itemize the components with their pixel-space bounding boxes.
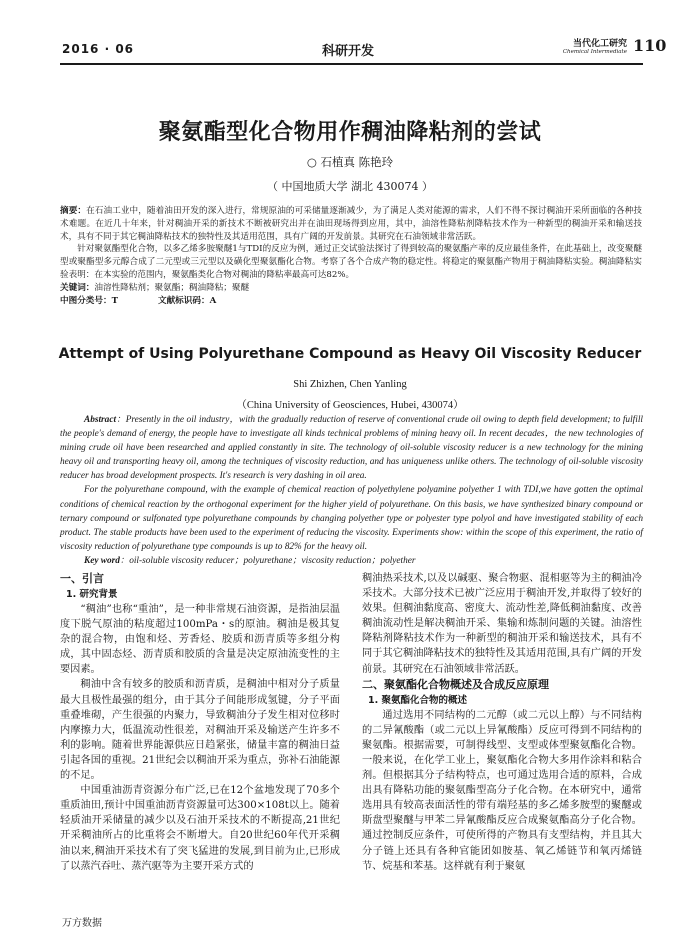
- article-title-en: Attempt of Using Polyurethane Compound as Heavy Oil Viscosity Reducer: [58, 346, 642, 362]
- doc-code-value: A: [209, 295, 217, 306]
- abstract-cn: [60, 205, 642, 307]
- abstract-cn-para-1: 在石油工业中，随着油田开发的深入进行，常规原油的可采储量逐渐减少，为了满足人类对能源的需求，人们不得不探讨稠油开采所面临的各种技术难题。在近几十年来，针对稠油开采的新技术不断被研究出并在油田现场得到应用，其中，油溶性降粘剂降粘技术作为一种新型的稠油开采和输送技术，具有不同于其它稠油降粘技术的独特性及其适用范围，具有广阔的开发前景。其研究在石油领域非常活跃。: [60, 206, 642, 242]
- header-divider: [60, 63, 643, 65]
- journal-name: [549, 39, 627, 56]
- keywords-cn-label: 关键词：: [60, 282, 95, 293]
- section-title: 科研开发: [322, 44, 375, 59]
- section-1-paragraph-3: 中国重油沥青资源分布广泛,已在12个盆地发现了70多个重质油田,预计中国重油沥青资源量可达300×108t以上。随着轻质油开采储量的减少以及石油开采技术的不断提高,21世纪开采稠油所占的比重将会不断增大。自20世纪60年代开采稠油以来,稠油开采技术有了突飞猛进的发展,到目前为止,已形成了以蒸汽吞吐、蒸汽驱等为主要开采方式的: [60, 785, 340, 872]
- article-title-cn: 聚氨酯型化合物用作稠油降粘剂的尝试: [158, 120, 542, 145]
- body-column-right: [362, 571, 642, 874]
- authors-en: Shi Zhizhen, Chen Yanling: [293, 379, 407, 390]
- authors-cn: ○ 石植真 陈艳玲: [306, 155, 394, 169]
- section-1-paragraph-1: “稠油”也称“重油”，是一种非常规石油资源，是指油层温度下脱气原油的粘度超过100mPa・s的原油。稠油是极其复杂的混合物，由饱和烃、芳香烃、胶质和沥青质等多组分构成，其中固态烃、沥青质和胶质的含量是决定原油流变性的主要因素。: [60, 604, 340, 676]
- abstract-en-para-1: ：Presently in the oil industry，with the gradually reduction of reserve of conventional crude oil owing to depth field development; to fulfill the people's demand of energy, the people have to investigate all kinds technical problems of mining heavy oil. In recent decades，the new technologies of mining crude oil have been researched and applied constantly in site. The technology of oil-soluble viscosity reducer is a new technology for the mining heavy oil and transporting heavy oil, among the techniques of viscosity reduction, and has uniqueness unlike others. The technology of oil-soluble viscosity reducer has broad development prospects. It's research is very dashing in oil area.: [60, 415, 643, 482]
- page-number: 110: [633, 36, 667, 55]
- clc-value: T: [111, 295, 118, 306]
- abstract-cn-label: 摘要：: [60, 206, 87, 216]
- keywords-en: ：oil-soluble viscosity reducer；polyurethane；viscosity reduction；polyether: [119, 555, 416, 566]
- keywords-en-label: Key word: [84, 555, 120, 566]
- doc-code-label: 文献标识码：: [157, 295, 210, 306]
- abstract-en-para-2: For the polyurethane compound, with the example of chemical reaction of polyethylene polyamine polyether 1 with TDI,we have gotten the optimal conditions of chemical reaction by the orthogonal experiment for the higher yield of polyurethane. On this basis, we have synthesized binary compound or ternary compound or sulfonated type polyurethane compounds by changing polyether type or polyester type polyol and have investigated stability of each product. The stable products have been used to the experiment of reducing the viscosity. Experiments show: within the scope of this experiment, the ratio of viscosity reduction of polyurethane type compounds is up to 82% for the heavy oil.: [60, 485, 643, 552]
- issue-number: 2016 · 06: [62, 42, 135, 56]
- section-2-1-heading: 1. 聚氨酯化合物的概述: [368, 694, 468, 706]
- section-1-heading: 一、引言: [60, 572, 104, 585]
- body-column-left: [60, 571, 340, 874]
- section-2-paragraph-1: 通过选用不同结构的二元醇（或二元以上醇）与不同结构的二异氰酸酯（或二元以上异氰酸酯）反应可得到不同结构的聚氨酯。根据需要，可制得线型、支型或体型聚氨酯化合物。一般来说，在化学工业上，聚氨酯化合物大多用作涂料和粘合剂。但根据其分子结构特点，也可通过选用合适的原料，合成出具有降粘功能的聚氨酯型高分子化合物。在本研究中，通常选用具有较高表面活性的带有端羟基的多乙烯多胺型的聚醚或斯盘型聚醚与甲苯二异氰酸酯反应合成聚氨酯高分子化合物。通过控制反应条件，可使所得的产物具有支型结构，并且其大分子链上还具有各种官能团如胺基、氧乙烯链节和氧丙烯链节、烷基和苯基。这样就有利于聚氨: [362, 709, 642, 872]
- journal-name-cn: 当代化工研究: [572, 39, 627, 49]
- abstract-cn-para-2: 针对聚氨酯型化合物，以多乙烯多胺聚醚1与TDI的反应为例，通过正交试验法探讨了得到较高的聚氨酯产率的反应最佳条件，在此基础上，改变聚醚型或聚酯型多元醇合成了二元型或三元型以及磺化型聚氨酯化合物。考察了各个合成产物的稳定性。将稳定的聚氨酯产物用于稠油降粘实验。稠油降粘实验表明：在本实验的范围内，聚氨酯类化合物对稠油的降粘率最高可达82%。: [60, 244, 642, 280]
- section-2-heading: 二、聚氨酯化合物概述及合成反应原理: [362, 677, 549, 691]
- journal-name-en: Chemical Intermediate: [562, 49, 627, 55]
- abstract-en-label: Abstract: [84, 415, 117, 425]
- affiliation-cn: （ 中国地质大学 湖北 430074 ）: [267, 180, 433, 193]
- keywords-cn: 油溶性降粘剂；聚氨酯；稠油降粘；聚醚: [94, 282, 250, 293]
- affiliation-en: （China University of Geosciences, Hubei, 430074）: [236, 400, 464, 411]
- section-1-1-heading: 1. 研究背景: [66, 589, 118, 600]
- section-1-paragraph-3-continued: 稠油热采技术,以及以碱驱、聚合物驱、混相驱等为主的稠油冷采技术。大部分技术已被广泛应用于稠油开发,并取得了较好的效果。但稠油黏度高、密度大、流动性差,降低稠油黏度、改善稠油流动性是解决稠油开采、集输和炼制问题的关键。油溶性降粘剂降粘技术作为一种新型的稠油开采和输送技术，具有不同于其它稠油降粘技术的独特性及其适用范围,具有广阔的开发前景。其研究在石油领域非常活跃。: [362, 573, 642, 675]
- clc-label: 中图分类号：: [60, 295, 112, 306]
- section-1-paragraph-2: 稠油中含有较多的胶质和沥青质，是稠油中相对分子质量最大且极性最强的组分，由于其分子间能形成氢键，分子平面重叠堆砌，产生很强的内聚力，导致稠油分子发生相对位移时内摩擦力大，低温流动性很差，对稠油开采及输送产生许多不利的影响。随着世界能源供应日趋紧张，储量丰富的稠油日益引起各国的重视。21世纪会以稠油开采为重点，弥补石油能源的不足。: [60, 679, 340, 782]
- footer-source: 万方数据: [62, 918, 102, 929]
- page-header: [0, 0, 700, 64]
- abstract-en: [60, 413, 643, 568]
